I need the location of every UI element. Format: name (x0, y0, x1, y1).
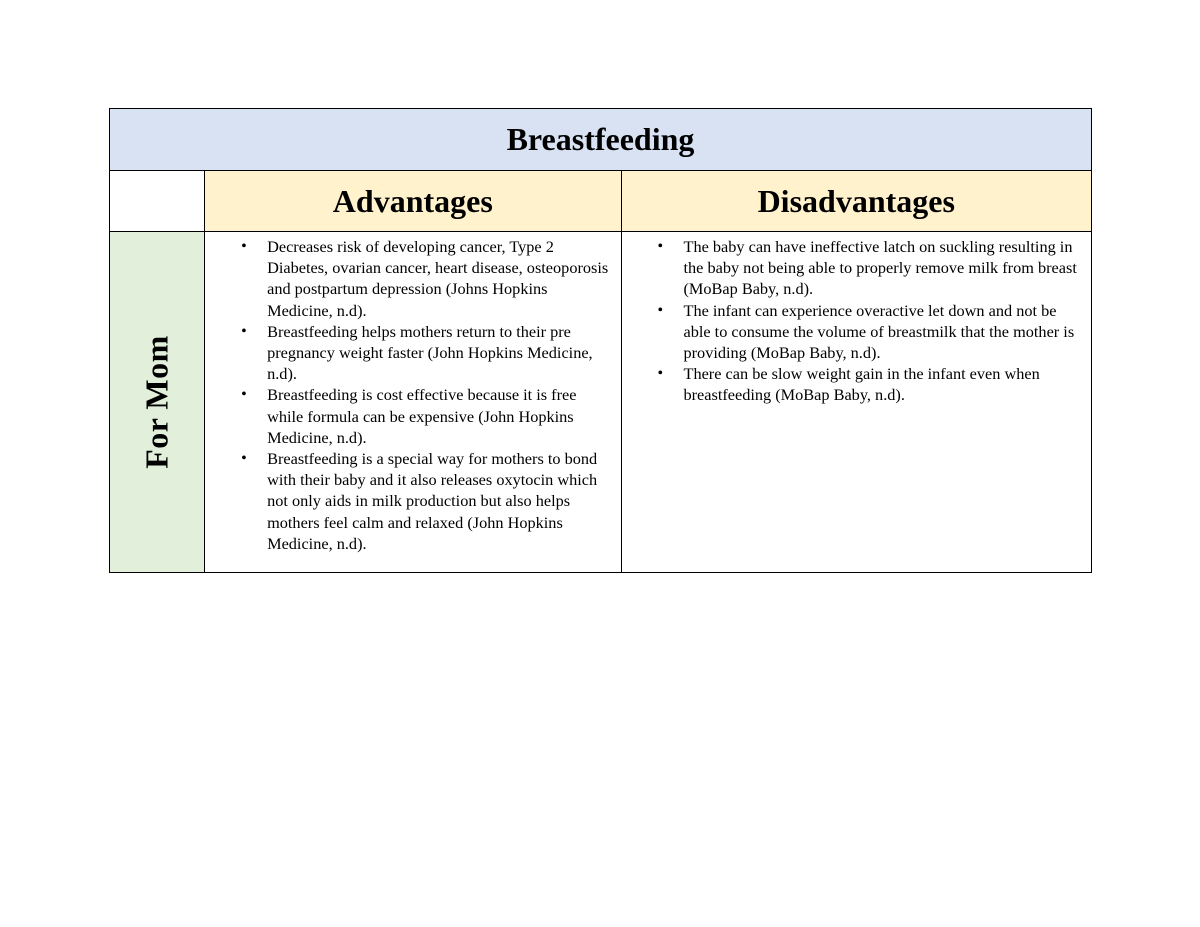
corner-cell (110, 171, 205, 232)
list-item (205, 321, 612, 385)
bullet-icon: • (241, 238, 247, 255)
disadvantages-cell (621, 232, 1092, 573)
list-item (205, 448, 612, 554)
bullet-icon: • (657, 238, 664, 255)
list-item (622, 300, 1084, 364)
bullet-icon: • (241, 386, 247, 404)
bullet-icon: • (657, 365, 664, 383)
row-label-cell (110, 232, 205, 573)
list-item-text: Breastfeeding is cost effective because it is free while formula can be expensive (John Hopkins Medicine, n.d). (267, 385, 577, 447)
table-row (110, 232, 1092, 573)
list-item (622, 236, 1084, 300)
advantages-cell (205, 232, 621, 573)
list-item-text: There can be slow weight gain in the infant even when breastfeeding (MoBap Baby, n.d). (683, 364, 1040, 405)
bullet-icon: • (657, 301, 664, 319)
title-row (110, 109, 1092, 171)
list-item-text: Breastfeeding is a special way for mothers to bond with their baby and it also releases oxytocin which not only aids in milk production but also helps mothers feel calm and relaxed (John Hopkins Medicine, n.d). (267, 449, 598, 553)
header-row (110, 171, 1092, 232)
list-item (622, 363, 1084, 405)
list-item-text: Breastfeeding helps mothers return to their pre pregnancy weight faster (John Hopkins Medicine, n.d). (267, 321, 593, 384)
bullet-icon: • (241, 450, 247, 468)
bullet-icon: • (241, 322, 247, 340)
list-item (205, 236, 612, 321)
disadvantages-header: Disadvantages (621, 171, 1092, 232)
advantages-header: Advantages (205, 171, 621, 232)
disadvantages-list (622, 232, 1092, 406)
list-item-text: The baby can have ineffective latch on suckling resulting in the baby not being able to properly remove milk from breast (MoBap Baby, n.d). (683, 237, 1077, 299)
list-item-text: The infant can experience overactive let down and not be able to consume the volume of breastmilk that the mother is providing (MoBap Baby, n.d). (683, 300, 1075, 363)
row-label: For Mom (138, 335, 175, 469)
list-item (205, 384, 612, 448)
list-item-text: Decreases risk of developing cancer, Type 2 Diabetes, ovarian cancer, heart disease, osteoporosis and postpartum depression (Johns Hopkins Medicine, n.d). (267, 237, 609, 320)
advantages-list (205, 232, 620, 554)
table-title: Breastfeeding (110, 109, 1092, 171)
comparison-table (109, 108, 1092, 573)
